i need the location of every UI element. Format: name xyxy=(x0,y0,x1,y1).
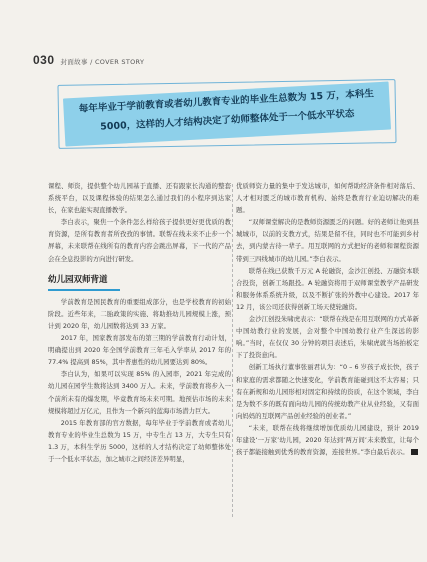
end-of-article-icon xyxy=(411,449,418,455)
right-paragraph: “双师课堂解决的是教师资源匮乏的问题。好的老师让他到县城城市，以前的支教方式，结果是留不住，同时也不可能到乡村去，到内蒙古待一辈子。用互联网的方式把好的老师和课程资源带到三四线城市的幼儿园。”李白表示。 xyxy=(236,218,419,263)
right-paragraph: 创新工场执行董事张丽君认为：“0 – 6 岁孩子成长快，孩子和家庭的需求都随之快速变化，学前教育能碰到这不太容易；只有在新规和幼儿园形相对固定和持续的资质，在这个领域，李白是为数不多的既有面向幼儿园的传统幼教产业从业经验，又有面向妈妈的互联网产品创业经验的创业者。” xyxy=(236,363,419,420)
section-label: 封面故事 / COVER STORY xyxy=(60,58,145,66)
left-paragraph: 2015 年教育部的官方数据，每年毕业于学前教育或者幼儿教育专业的毕业生总数为 15 万，中专生占 13 万，大专生只有 1.3 万，本科生学历 5000，这样的人才结构决定了幼师整体处于一个低水平状态，加之城市之间经济差异明显， xyxy=(48,418,231,463)
left-paragraph: 李白认为，如果可以实现 85% 的入园率，2021 年完成的幼儿园在园学生数将达到 3400 万人。未来，学前教育将步入一个前所未有的爆发期，毕竟教育场未来可期。地预估市场的未来规模将超过万亿元，且作为一个新兴的蓝海市场潜力巨大。 xyxy=(48,370,231,415)
left-paragraph: 李白表示，聚焦一个条件怎么样给孩子提供更好更优质的教育资源，是所有教育者所孜孜的事情。联帮在线未来不止步一个屏幕，未来联帮在线所有的教育内容会跳出屏幕，下一代的产品会在全息投影的方向进行研发。 xyxy=(48,218,231,263)
pull-quote-banner xyxy=(57,73,398,155)
left-column xyxy=(48,180,231,465)
pull-quote-text: 每年毕业于学前教育或者幼儿教育专业的毕业生总数为 15 万，本科生 5000，这样的人才结构决定了幼师整体处于一个低水平状态 xyxy=(78,88,375,133)
right-paragraph: 金沙江创投朱啸虎表示：“联帮在线是在用互联网的方式革新中国幼教行业的发展，会对整个中国幼教行业产生深远的影响。”当时，在仅仅 30 分钟的项目表述后，朱啸虎就当场拍板定下了投资意向。 xyxy=(236,315,419,360)
right-paragraph: 联帮在线已获数千万元 A 轮融资，金沙江创投、万融资本联合投资，创新工场跟投。A 轮融资将用于双师课堂教学产品研发和服务体系系统升级，以及不断扩张的外教中心建设。2017 年 12 月，该公司还获得创新工场天使轮融资。 xyxy=(236,266,419,311)
right-column xyxy=(236,180,419,458)
column-divider xyxy=(232,184,233,517)
page-header xyxy=(33,53,144,67)
left-paragraph: 课程、师资，提供整个幼儿园基于直播、还有跟家长沟通的整套系统平台，以及课程体验的结果怎么通过我们的小程序到达家长，在家也能实现直播教学。 xyxy=(48,182,231,215)
left-paragraph: 学前教育是国民教育的重要组成部分，也是学校教育的初始阶段。近些年来，二胎政策的实施、将助推幼儿园规模上涨，预计到 2020 年，幼儿园数将达到 33 万家。 xyxy=(48,297,231,330)
right-paragraph-final-text: “未来，联帮在线将继续增加优质幼儿园建设，预计 2019 年建设‘一万家’幼儿园，2020 年达到‘两万间’未来教室，让每个孩子都能接触到优秀的教育资源，连接世界。”李白最后表示。 xyxy=(236,423,419,457)
right-paragraph-last xyxy=(236,422,419,458)
page-number: 030 xyxy=(33,53,55,67)
section-subheading: 幼儿园双师背道 xyxy=(48,274,231,288)
left-paragraph: 2017 年，国家教育部发布的第三期的学前教育行动计划，明确提出到 2020 年全国学前教育三年毛入学率从 2017 年的 77.4% 提高到 85%，其中普惠性的幼儿园要达到 80%。 xyxy=(48,334,231,367)
right-paragraph: 优质师资力量的集中于发达城市，如何帮助经济条件相对落后、人才相对匮乏的城市教育机构、始终是教育行业迫切解决的难题。 xyxy=(236,182,419,215)
